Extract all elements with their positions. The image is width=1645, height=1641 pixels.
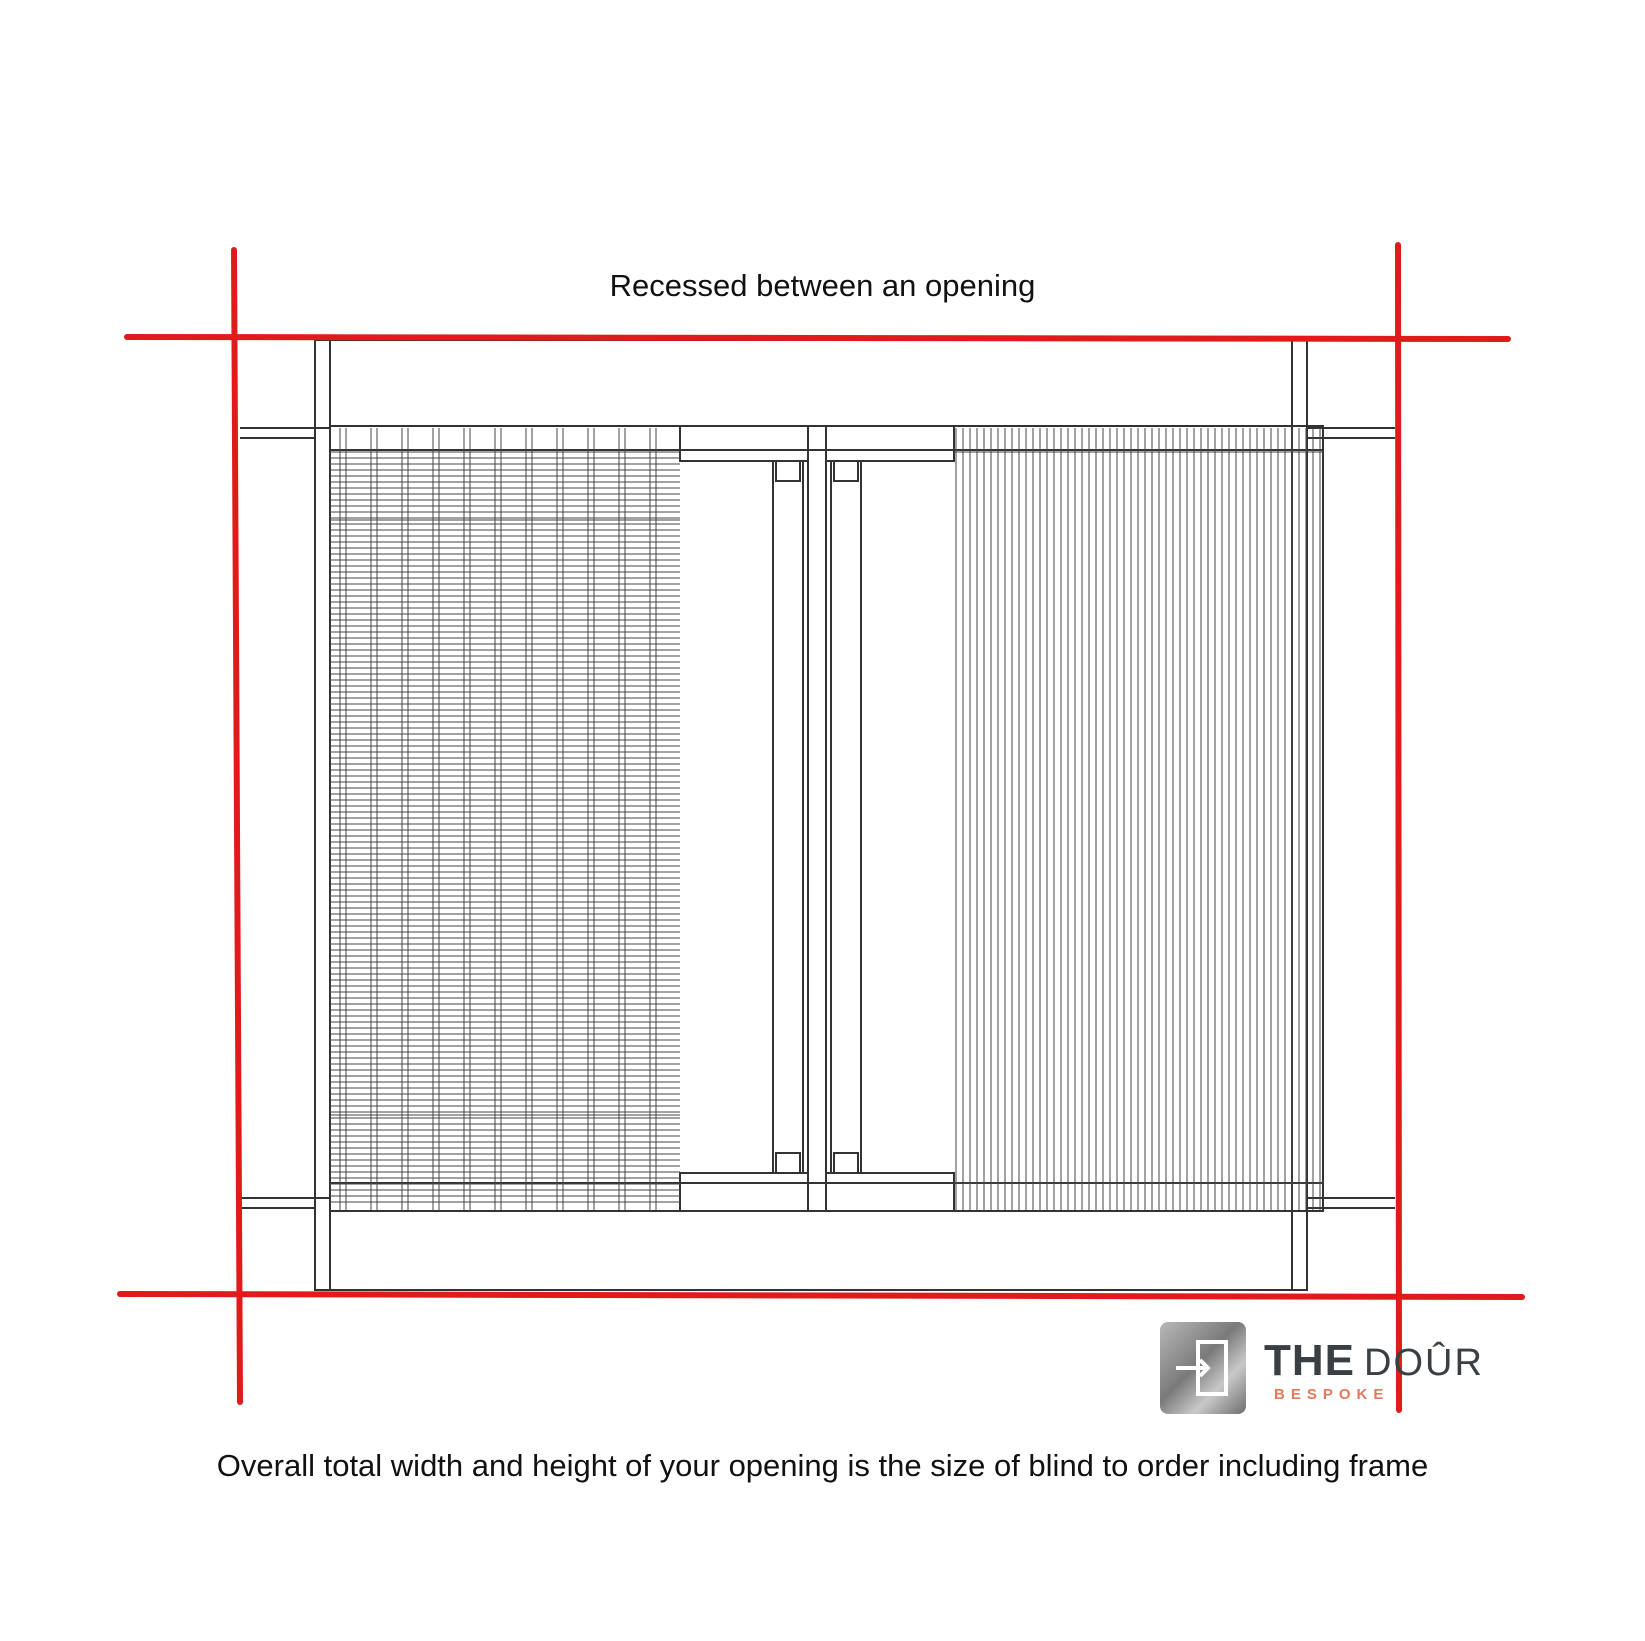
- left-sash-clip-top: [776, 461, 800, 481]
- center-mullion: [808, 426, 826, 1211]
- door-enter-icon: [1160, 1322, 1246, 1414]
- top-caption: Recessed between an opening: [609, 268, 1036, 303]
- left-sash-stile: [773, 461, 803, 1173]
- left-sash-top: [680, 426, 808, 461]
- logo-dour: DOÛR: [1364, 1342, 1484, 1384]
- right-sash-bottom: [826, 1173, 954, 1211]
- left-sash-clip-bottom: [776, 1153, 800, 1173]
- bottom-measure-line: [120, 1294, 1522, 1297]
- right-measure-line: [1398, 245, 1399, 1410]
- left-measure-line: [234, 250, 240, 1402]
- left-sash-bottom: [680, 1173, 808, 1211]
- brand-logo: [1160, 1320, 1484, 1416]
- left-blind-pleats: [330, 428, 680, 1210]
- right-sash-stile: [831, 461, 861, 1173]
- right-sash-top: [826, 426, 954, 461]
- right-blind-pleats: [954, 428, 1323, 1210]
- logo-the: THE: [1264, 1336, 1355, 1385]
- right-sash-clip-top: [834, 461, 858, 481]
- top-measure-line: [127, 337, 1508, 339]
- logo-bespoke: BESPOKE: [1274, 1386, 1390, 1403]
- bottom-caption: Overall total width and height of your opening is the size of blind to order including frame: [216, 1448, 1429, 1483]
- right-sash-clip-bottom: [834, 1153, 858, 1173]
